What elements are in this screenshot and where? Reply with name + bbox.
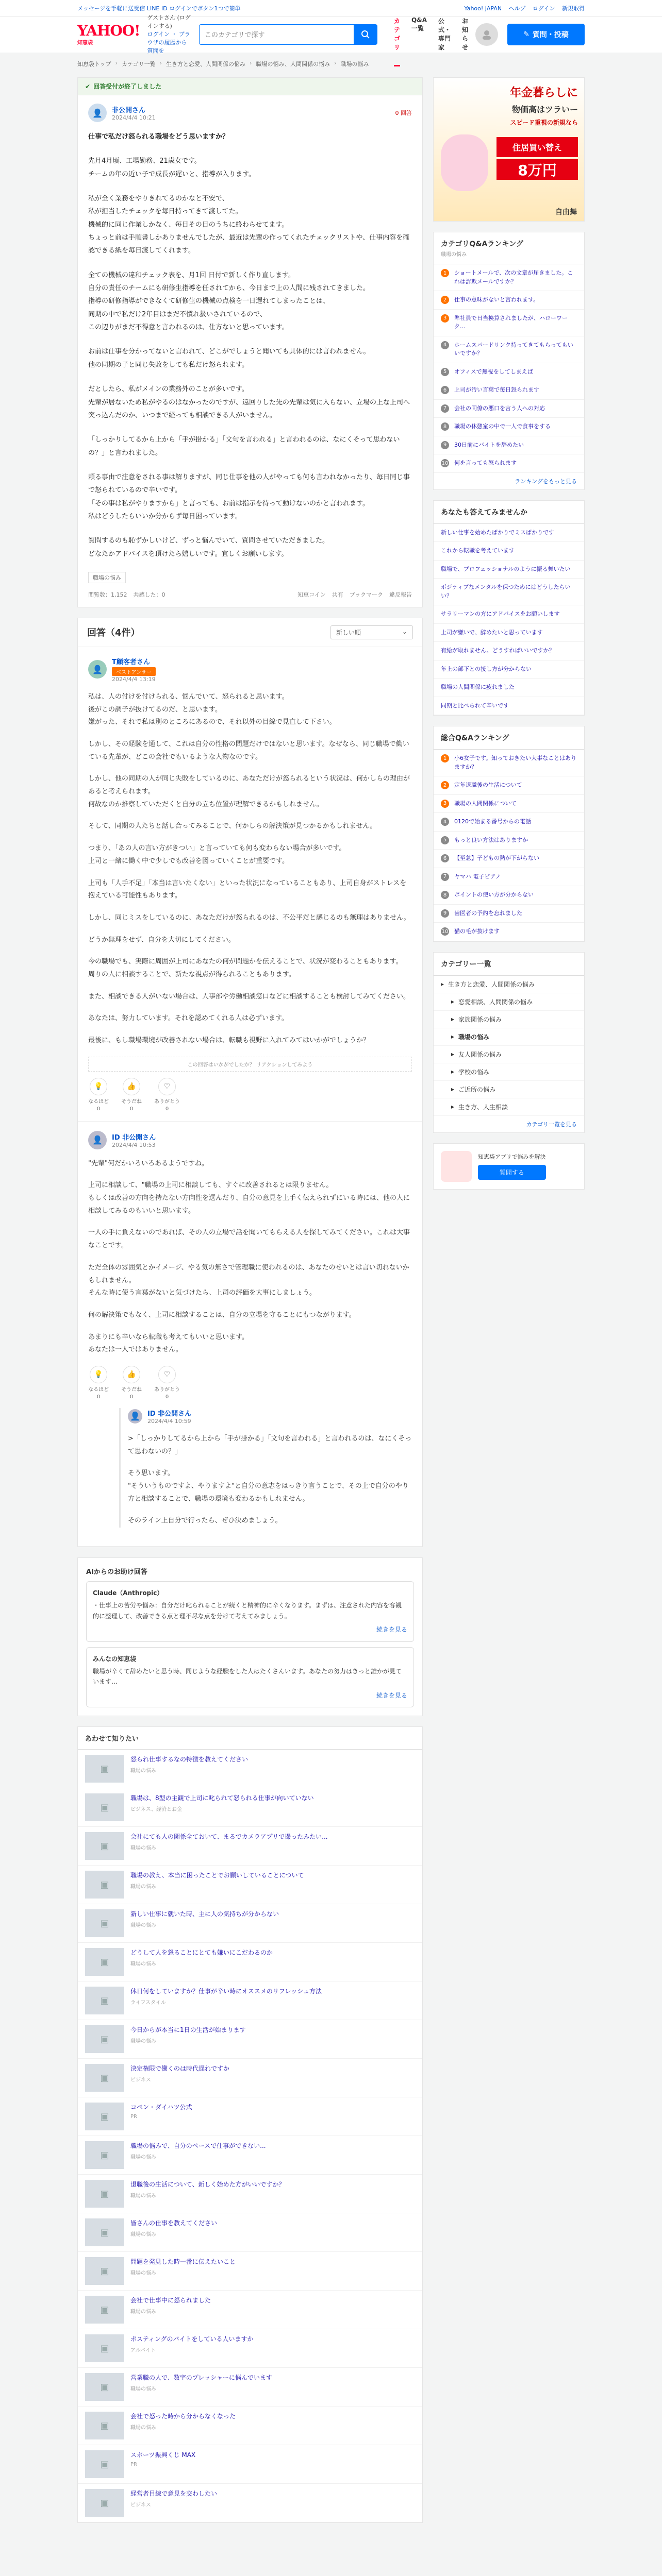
ranking-item-text[interactable]: 猫の毛が抜けます xyxy=(454,928,500,935)
ranking-item[interactable] xyxy=(434,291,584,310)
reaction-arigatou[interactable]: ♡ ありがとう 0 xyxy=(154,1078,180,1112)
rank-number: 2 xyxy=(441,296,449,304)
question-card xyxy=(77,77,423,607)
reaction-soudane[interactable]: 👍 そうだね 0 xyxy=(121,1366,142,1400)
rank-number: 7 xyxy=(441,404,449,413)
category-label[interactable]: 家族関係の悩み xyxy=(458,1015,502,1023)
category-item[interactable] xyxy=(434,1098,584,1116)
thumbnail-image: ▣ xyxy=(85,2064,124,2092)
ranking-item-text[interactable]: 仕事の意味がないと言われます。 xyxy=(454,296,539,303)
thumbnail-image: ▣ xyxy=(85,2373,124,2401)
see-also-item[interactable] xyxy=(78,2445,422,2484)
see-also-item[interactable] xyxy=(78,2406,422,2445)
ranking-item-text[interactable]: 【至急】子どもの熱が下がらない xyxy=(454,855,539,861)
see-also-title-text[interactable]: 今日からが本当に1日の生活が始まります xyxy=(130,2026,246,2034)
lightbulb-icon: 💡 xyxy=(90,1366,107,1383)
rank-number: 2 xyxy=(441,781,449,789)
see-also-meta: 職場の悩み xyxy=(130,2155,156,2161)
see-also-title-text[interactable]: コペン・ダイハツ公式 xyxy=(130,2104,192,2111)
category-item[interactable] xyxy=(434,976,584,993)
folder-icon: ▸ xyxy=(451,1103,455,1110)
rank-number: 1 xyxy=(441,754,449,762)
see-also-item[interactable] xyxy=(78,2097,422,2136)
question-tag[interactable]: 職場の悩み xyxy=(88,572,126,583)
ranking-item-text[interactable]: 会社の同僚の悪口を言う人への対応 xyxy=(454,404,545,412)
likes-count: 共感した：0 xyxy=(133,591,166,598)
heart-icon: ♡ xyxy=(158,1366,176,1383)
folder-icon: ▸ xyxy=(451,998,455,1005)
folder-icon: ▸ xyxy=(451,1068,455,1075)
see-also-item[interactable] xyxy=(78,1827,422,1866)
search-box xyxy=(199,24,377,45)
ranking-item[interactable] xyxy=(434,795,584,814)
breadcrumb: 知恵袋トップ › カテゴリ一覧 › 生き方と恋愛、人間関係の悩み › 職場の悩み、人間関係の悩み › 職場の悩み xyxy=(77,60,369,67)
ranking-item[interactable] xyxy=(434,832,584,850)
see-also-item[interactable] xyxy=(78,1866,422,1904)
see-also-title-text[interactable]: どうして人を怒ることにとても嫌いにこだわるのか xyxy=(130,1949,273,1957)
answers-title: 回答（4件） xyxy=(87,628,140,639)
yahoo-logo[interactable]: YAHOO! 知恵袋 xyxy=(77,22,140,46)
see-also-meta: 職場の悩み xyxy=(130,2309,156,2315)
app-ask-button[interactable]: 質問する xyxy=(478,1165,546,1180)
reply-date: 2024/4/4 10:59 xyxy=(147,1417,191,1425)
ranking-item-text[interactable]: ヤマハ 電子ピアノ xyxy=(454,873,501,880)
category-item[interactable] xyxy=(434,1028,584,1046)
avatar[interactable]: 👤 xyxy=(88,1131,107,1149)
ad-banner[interactable]: 年金暮らしに 物価高はツラいー スピード重視の新規なら 住居買い替え 8万円 自由舞 xyxy=(433,77,585,222)
see-also-title-text[interactable]: 職場の悩みで、自分のペースで仕事ができない... xyxy=(130,2142,266,2150)
ranking-item-text[interactable]: 準社員で日当換算されましたが、ハローワーク... xyxy=(454,314,568,330)
see-also-title-text[interactable]: 休日何をしていますか？仕事が辛い時にオススメのリフレッシュ方法 xyxy=(130,1988,322,1995)
category-label[interactable]: 恋愛相談、人間関係の悩み xyxy=(458,998,533,1006)
rank-number: 5 xyxy=(441,368,449,376)
category-label[interactable]: 友人関係の悩み xyxy=(458,1050,502,1058)
open-question-item[interactable] xyxy=(434,542,584,561)
ranking-item[interactable] xyxy=(434,850,584,868)
rank-number: 10 xyxy=(441,927,449,936)
top-link-yahoo[interactable]: Yahoo! JAPAN xyxy=(464,5,502,12)
ranking-item[interactable] xyxy=(434,776,584,795)
ai-answer-box xyxy=(77,1557,423,1716)
category-item[interactable] xyxy=(434,1011,584,1028)
answer-date: 2024/4/4 10:53 xyxy=(112,1141,156,1148)
main-nav xyxy=(394,3,468,66)
see-also-item[interactable] xyxy=(78,1981,422,2020)
app-promo: 知恵袋アプリで悩みを解決 質問する xyxy=(433,1143,585,1190)
see-also-item[interactable] xyxy=(78,2252,422,2291)
header-welcome: ゲストさん (ログインする) ログイン ・ ブラウザの履歴から質問を xyxy=(147,14,192,55)
see-also-title-text[interactable]: 経営者目線で意見を交わしたい xyxy=(130,2490,218,2498)
ai-sub-more-link[interactable]: 続きを見る xyxy=(376,1691,407,1699)
ranking-item-text[interactable]: 歯医者の予約を忘れました xyxy=(454,909,522,917)
coin-button[interactable]: 知恵コイン xyxy=(297,591,326,598)
nav-official[interactable]: 公式・専門家 xyxy=(438,17,451,51)
see-also-meta: 職場の悩み xyxy=(130,2386,156,2393)
ranking-item-text[interactable]: ホームスパードリンク持ってきてもらってもいいですか？ xyxy=(454,341,573,357)
thumbnail-image: ▣ xyxy=(85,1948,124,1976)
see-also-item[interactable] xyxy=(78,2059,422,2097)
thumbnail-image: ▣ xyxy=(85,2412,124,2439)
search-icon xyxy=(361,30,370,39)
rank-number: 9 xyxy=(441,909,449,918)
views-count: 閲覧数：1,152 xyxy=(88,591,127,598)
see-also-meta: 職場の悩み xyxy=(130,1923,156,1929)
see-also-title-text[interactable]: 営業職の人で、数字のプレッシャーに悩んでいます xyxy=(130,2374,272,2382)
thumbnail-image: ▣ xyxy=(85,2141,124,2169)
question-date: 2024/4/4 10:21 xyxy=(112,114,156,121)
rank-number: 6 xyxy=(441,386,449,394)
top-notice[interactable]: メッセージを手軽に送受信 LINE ID ログインでボタン1つで簡単 xyxy=(77,5,241,12)
see-also-item[interactable] xyxy=(78,1943,422,1981)
see-also-item[interactable] xyxy=(78,1750,422,1788)
open-question-item[interactable] xyxy=(434,660,584,679)
avatar[interactable]: 👤 xyxy=(88,660,107,679)
category-label[interactable]: 学校の悩み xyxy=(458,1068,490,1076)
rank-number: 7 xyxy=(441,873,449,881)
ai-sub-title: みんなの知恵袋 xyxy=(93,1655,137,1663)
nav-qa-list[interactable]: Q&A一覧 xyxy=(411,16,427,32)
see-also-title-text[interactable]: 皆さんの仕事を教えてください xyxy=(130,2219,218,2227)
category-list: カテゴリー一覧 ▸ 生き方と恋愛、人間関係の悩み ▸ 恋愛相談、人間関係の悩み ▸ 家族関係の悩み ▸ 職場の悩み ▸ 友人関係の悩み ▸ 学校の悩み ▸ ご近所の悩み ▸ 生き方、人生相談 カテゴリ一覧を見る xyxy=(433,952,585,1133)
thumbs-up-icon: 👍 xyxy=(123,1078,140,1095)
see-also-title-text[interactable]: スポーツ振興くじ MAX xyxy=(130,2451,196,2459)
ranking-item-text[interactable]: 職場の人間関係について xyxy=(454,800,517,807)
open-question-text[interactable]: 職場で、プロフェッショナルのように振る舞いたい xyxy=(441,565,571,572)
rank-number: 3 xyxy=(441,314,449,323)
reaction-prompt: この回答はいかがでしたか？ リアクションしてみよう xyxy=(88,1057,412,1072)
ai-answer-text: ・仕事上の苦労や悩み：自分だけ叱られることが続くと精神的に辛くなります。まずは、注意された内容を客観的に整理して、改善できる点と理不尽な点を分けて考えてみましょう。 xyxy=(93,1602,402,1620)
question-body: 仕事で私だけ怒られる職場をどう思いますか？ 先月4月頃、工場勤務、21歳女です。 チームの年の近い子で成長が遅いと、指導が入ります。 私が全く業務をやりきれてるのかなと不安で、 私が担当したチェックを毎日持ってきて渡してた。 機械的に同じ作業しかなく、毎日その日のうちに終わらせてます。 ちょっと前は手順書しかありませんでしたが、最近は先輩の作ってくれたチェックリストや、仕事内容を確認できる紙を毎日渡してくれます。 全ての機械の違和チェック表を、月1回 日付で新しく作り直します。 自分の責任のチームにも研修生指導を任されてから、今日まで上の人間に残されてきました。 指導の研修指導ができなくて研修生の機械の点検を一日遅れてしまったことは、 同期の中で私だけ2年目はまだ不慣れ扱いされているので、 この辺りがまだ不得意と言われるのは、仕方ないと思っています。 お前は仕事を分かってないと言われて、どこがでしょうと聞いても具体的には言われません。 他の同期の子と同じ失敗をしても私だけ怒られます。 だとしたら、私がメインの業務外のことが多いです。 先輩が居ないため私がやるのはなかったのですが、遠回りした先の先輩は気に入らない、立場の上な上司へ突っ込んだのか、いつまで経っても相談できる人がいません。 「しっかりしてるから上から「手が掛かる」「文句を言われる」と言われるのは、なにくそって思わないの？」と言われました。 頼る事由で注意をされる事は解りますが、同じ仕事を他の人がやっても何も言われなかったり、毎日同じ事で怒られているので辛いです。 「その事は私がやりますから」と言っても、お前は指示を待って動けないのかと言われます。 私はどうしたらいいか分からず毎日困っています。 質問するのも恥ずかしいけど、ずっと悩んでいて、質問させていただきました。 どなたかアドバイスを頂けたら嬉しいです。宜しくお願いします。 xyxy=(88,133,410,558)
thumbs-up-icon: 👍 xyxy=(123,1366,140,1383)
see-also-item[interactable] xyxy=(78,2329,422,2368)
see-also-item[interactable] xyxy=(78,1788,422,1827)
reaction-arigatou[interactable]: ♡ ありがとう 0 xyxy=(154,1366,180,1400)
ranking-item-text[interactable]: ショートメールで、次の文章が届きました。これは詐欺メールですか？ xyxy=(454,269,573,285)
see-also-title-text[interactable]: 職場の教え、本当に困ったことでお願いしていることについて xyxy=(130,1872,304,1879)
thumbnail-image: ▣ xyxy=(85,2180,124,2208)
search-button[interactable] xyxy=(354,24,377,45)
ranking-item-text[interactable]: 0120で始まる番号からの電話 xyxy=(454,818,531,825)
answers-card xyxy=(77,618,423,1547)
folder-icon: ▸ xyxy=(451,1050,455,1058)
thumbnail-image: ▣ xyxy=(85,2257,124,2285)
question-user[interactable]: 非公開さん xyxy=(112,107,146,114)
thumbnail-image: ▣ xyxy=(85,2450,124,2478)
rank-number: 4 xyxy=(441,818,449,826)
breadcrumb-item[interactable]: 生き方と恋愛、人間関係の悩み xyxy=(166,61,246,67)
category-label[interactable]: 職場の悩み xyxy=(458,1033,490,1041)
open-question-text[interactable]: 有給が取れません。どうすればいいですか？ xyxy=(441,647,555,654)
share-button[interactable]: 共有 xyxy=(332,591,343,598)
answer-item: 👤 T顧客者さん ベストアンサー 2024/4/4 13:19 私は、人の付けを付けられる、悩んでいて、怒られると思います。 後がこの調子が抜けてるのだ、と思います。 嫌がった、それで私は別のところにあるので、それ以外の目線で見直して下さい。 しかし、その経験を通して、これは自分の性格の問題だけではないと思います。なぜなら、同じ職場で働いている先輩が、どこの会社でもいるような人物なのです。 しかし、他の同期の人が同じ失敗をしているのに、あなただけが怒られるという状況は、何かしらの理由があると考えられます。 何故なのか推察していただくと自分の立ち位置が理解できるかもしれません。 そして、同期の人たちと話し合ってみることで、何かしらの解決策が見つかるかもしれません。 つまり、「あの人の言い方がきつい」と言っていても何も変わらない場合が多いです。 上司と一緒に働く中で少しでも改善を図っていくことが重要です。 上司も「人手不足」「本当は言いたくない」といった状況になっていることもあり、上司自身がストレスを抱えている可能性もあります。 しかし、同じミスをしているのに、あなただけが怒られるのは、不公平だと感じるのも無理はありません。 どうか無理をせず、自分を大切にしてください。 今の職場でも、実際に周囲が上司にあなたの何が問題かを伝えることで、状況が変わることもあります。 周りの人に相談することで、新たな視点が得られることもあります。 また、相談できる人がいない場合は、人事部や労働相談窓口などに相談することも検討してみてください。 あなたは、努力しています。それを認めてくれる人は必ずいます。 最後に、もし職場環境が改善されない場合は、転職も視野に入れてみてはいかがでしょうか？ この回答はいかがでしたか？ リアクションしてみよう 💡 なるほど 0 👍 そうだね 0 ♡ ありがとう 0 xyxy=(78,647,422,1122)
resolved-banner: ✔ 回答受付が終了しました xyxy=(78,78,422,95)
open-question-text[interactable]: サラリーマンの方にアドバイスをお願いします xyxy=(441,611,560,617)
app-icon xyxy=(441,1151,472,1182)
ranking-item-text[interactable]: もっと良い方法はありますか xyxy=(454,836,528,843)
category-more-link[interactable]: カテゴリ一覧を見る xyxy=(526,1121,577,1128)
see-also-meta: 職場の悩み xyxy=(130,1884,156,1890)
see-also-item[interactable] xyxy=(78,2020,422,2059)
see-also-meta: 職場の悩み xyxy=(130,1961,156,1968)
open-question-item[interactable] xyxy=(434,561,584,579)
ai-sub-text: 職場が辛くて辞めたいと思う時、同じような経験をした人はたくさんいます。あなたの努力はきっと誰かが見ています… xyxy=(93,1668,402,1686)
ranking-item[interactable] xyxy=(434,363,584,382)
user-avatar[interactable] xyxy=(475,23,498,46)
top-bar xyxy=(0,0,662,16)
ai-answer-title: AIからのお助け回答 xyxy=(86,1568,147,1577)
category-item[interactable] xyxy=(434,1063,584,1081)
open-question-item[interactable] xyxy=(434,642,584,660)
open-question-item[interactable] xyxy=(434,624,584,642)
rank-number: 9 xyxy=(441,441,449,449)
avatar[interactable]: 👤 xyxy=(88,104,107,122)
open-question-text[interactable]: ポジティブなメンタルを保つためにはどうしたらいい？ xyxy=(441,584,571,599)
sidebar xyxy=(433,77,585,1200)
breadcrumb-item[interactable]: 職場の悩み xyxy=(340,61,369,67)
thumbnail-image: ▣ xyxy=(85,2296,124,2324)
rank-number: 10 xyxy=(441,459,449,467)
see-also-item[interactable] xyxy=(78,2291,422,2329)
ranking-item-text[interactable]: 30日前にバイトを辞めたい xyxy=(454,441,524,448)
see-also-item[interactable] xyxy=(78,2175,422,2213)
reply-user[interactable]: ID 非公開さん xyxy=(147,1410,192,1418)
open-question-item[interactable] xyxy=(434,697,584,716)
ranking-item[interactable] xyxy=(434,400,584,418)
ranking-item-text[interactable]: 何を言っても怒られます xyxy=(454,460,517,466)
rank-number: 1 xyxy=(441,269,449,277)
folder-icon: ▸ xyxy=(451,1033,455,1040)
ranking-item[interactable] xyxy=(434,418,584,436)
see-also-meta: アルバイト xyxy=(130,2348,156,2354)
ranking-more-link[interactable]: ランキングをもっと見る xyxy=(515,478,577,485)
rank-number: 4 xyxy=(441,341,449,349)
site-header xyxy=(0,16,662,53)
report-button[interactable]: 違反報告 xyxy=(389,591,412,598)
see-also-title-text[interactable]: 決定権限で働くのは時代遅れですか xyxy=(130,2065,230,2073)
see-also-item[interactable] xyxy=(78,2213,422,2252)
ranking-item[interactable] xyxy=(434,310,584,336)
mascot-image xyxy=(441,134,488,191)
ranking-item[interactable] xyxy=(434,381,584,400)
see-also-meta: 職場の悩み xyxy=(130,1845,156,1852)
see-also-meta: ビジネス xyxy=(130,2502,151,2509)
category-label[interactable]: ご近所の悩み xyxy=(458,1086,496,1093)
ranking-item-text[interactable]: ポイントの使い方が分からない xyxy=(454,891,534,898)
see-also-title-text[interactable]: 新しい仕事に就いた時、主に人の気持ちが分からない xyxy=(130,1910,279,1918)
ranking-item[interactable] xyxy=(434,813,584,832)
ai-bot-name: Claude（Anthropic） xyxy=(93,1589,163,1597)
answer-count-badge: 0 回答 xyxy=(395,110,412,116)
top-link-login[interactable]: ログイン xyxy=(533,5,555,12)
lightbulb-icon: 💡 xyxy=(90,1078,107,1095)
ranking-item[interactable] xyxy=(434,905,584,923)
category-ranking: カテゴリQ&Aランキング 職場の悩み 1 ショートメールで、次の文章が届きました。これは詐欺メールですか？ 2 仕事の意味がないと言われます。 3 準社員で日当換算されましたが、ハローワーク... 4 ホームスパードリンク持ってきてもらってもいいですか？ 5 オフィスで無視をしてしまえば 6 上司が汚い言葉で毎日怒られます 7 会社の同僚の悪口を言う人への対応 8 職場の休憩室の中で一人で食事をする 9 30日前にバイトを辞めたい 10 何を言っても怒られます ランキングをもっと見る xyxy=(433,232,585,490)
thumbnail-image: ▣ xyxy=(85,1909,124,1937)
avatar[interactable]: 👤 xyxy=(128,1409,142,1423)
ranking-item[interactable] xyxy=(434,436,584,455)
see-also-item[interactable] xyxy=(78,2484,422,2522)
see-also-meta: 職場の悩み xyxy=(130,2039,156,2045)
answer-user[interactable]: ID 非公開さん xyxy=(112,1133,156,1142)
nav-news[interactable]: お知らせ xyxy=(461,17,468,51)
sort-select[interactable]: 新しい順 ⌄ xyxy=(330,625,413,639)
see-also-meta: PR xyxy=(130,2114,137,2120)
ranking-item-text[interactable]: 職場の休憩室の中で一人で食事をする xyxy=(454,423,551,430)
open-question-item[interactable] xyxy=(434,524,584,543)
thumbnail-image: ▣ xyxy=(85,1832,124,1860)
rank-number: 3 xyxy=(441,800,449,808)
breadcrumb-item[interactable]: カテゴリ一覧 xyxy=(122,61,156,67)
see-also-title-text[interactable]: 問題を発見した時一番に伝えたいこと xyxy=(130,2258,236,2266)
ranking-item[interactable] xyxy=(434,264,584,291)
category-label[interactable]: 生き方と恋愛、人間関係の悩み xyxy=(448,980,535,988)
category-item[interactable] xyxy=(434,1081,584,1098)
see-also-meta: 職場の悩み xyxy=(130,2193,156,2199)
thumbnail-image: ▣ xyxy=(85,2334,124,2362)
answer-these: あなたも答えてみませんか 新しい仕事を始めたばかりでミスばかりです これから転職を考えています 職場で、プロフェッショナルのように振る舞いたい ポジティブなメンタルを保つためにはどうしたらいい？ サラリーマンの方にアドバイスをお願いします 上司が嫌いで、辞めたいと思っています 有給が取れません。どうすればいいですか？ 年上の部下との接し方が分からない 職場の人間関係に疲れました 同期と比べられて辛いです xyxy=(433,500,585,716)
pencil-icon: ✎ xyxy=(523,30,529,39)
see-also-title-text[interactable]: 退職後の生活について、新しく始めた方がいいですか？ xyxy=(130,2181,285,2189)
see-also-title-text[interactable]: 怒られ仕事するなの特徴を教えてください xyxy=(130,1756,249,1764)
rank-number: 8 xyxy=(441,891,449,899)
reaction-soudane[interactable]: 👍 そうだね 0 xyxy=(121,1078,142,1112)
ranking-item[interactable] xyxy=(434,454,584,473)
thumbnail-image: ▣ xyxy=(85,1755,124,1783)
ai-more-link[interactable]: 続きを見る xyxy=(376,1626,407,1634)
open-question-text[interactable]: これから転職を考えています xyxy=(441,547,515,554)
header-login-link[interactable]: ログイン ・ ブラウザの履歴から質問を xyxy=(147,31,190,54)
user-icon xyxy=(481,29,492,40)
see-also-title-text[interactable]: ポスティングのバイトをしている人いますか xyxy=(130,2335,254,2343)
heart-icon: ♡ xyxy=(158,1078,176,1095)
ranking-item-text[interactable]: 上司が汚い言葉で毎日怒られます xyxy=(454,386,539,393)
nav-category[interactable]: カテゴリ xyxy=(394,3,400,66)
search-input[interactable] xyxy=(199,24,354,45)
see-also-title-text[interactable]: 会社にても人の関係全ておいて、まるでカメラアプリで撮ったみたい... xyxy=(130,1833,328,1841)
category-item[interactable] xyxy=(434,1046,584,1063)
ranking-item[interactable] xyxy=(434,923,584,941)
see-also-title: あわせて知りたい xyxy=(78,1727,422,1750)
open-question-item[interactable] xyxy=(434,679,584,697)
category-label[interactable]: 生き方、人生相談 xyxy=(458,1103,508,1111)
thumbnail-image: ▣ xyxy=(85,1793,124,1821)
rank-number: 5 xyxy=(441,836,449,844)
see-also-meta: 職場の悩み xyxy=(130,1768,156,1774)
top-link-help[interactable]: ヘルプ xyxy=(508,5,526,12)
answer-date: 2024/4/4 13:19 xyxy=(112,675,156,683)
reaction-naruhodo[interactable]: 💡 なるほど 0 xyxy=(88,1366,109,1400)
see-also-meta: 職場の悩み xyxy=(130,2270,156,2277)
rank-number: 8 xyxy=(441,422,449,431)
ranking-item-text[interactable]: 小6女子です。知っておきたい大事なことはありますか？ xyxy=(454,755,577,770)
see-also-item[interactable] xyxy=(78,2136,422,2175)
see-also-title-text[interactable]: 会社で怒った時から分からなくなった xyxy=(130,2413,236,2420)
best-answer-badge: ベストアンサー xyxy=(112,667,156,676)
thumbnail-image: ▣ xyxy=(85,2103,124,2130)
open-question-text[interactable]: 新しい仕事を始めたばかりでミスばかりです xyxy=(441,529,554,536)
see-also-item[interactable] xyxy=(78,2368,422,2406)
breadcrumb-item[interactable]: 知恵袋トップ xyxy=(77,61,111,67)
overall-ranking: 総合Q&Aランキング 1 小6女子です。知っておきたい大事なことはありますか？ 2 定年退職後の生活について 3 職場の人間関係について 4 0120で始まる番号からの電話 5 もっと良い方法はありますか 6 【至急】子どもの熱が下がらない 7 ヤマハ 電子ピアノ 8 ポイントの使い方が分からない 9 歯医者の予約を忘れました 10 猫の毛が抜けます xyxy=(433,726,585,942)
open-question-text[interactable]: 職場の人間関係に疲れました xyxy=(441,684,515,690)
ranking-item[interactable] xyxy=(434,868,584,887)
open-question-item[interactable] xyxy=(434,579,584,605)
see-also-meta: ライフスタイル xyxy=(130,2000,166,2006)
folder-icon: ▸ xyxy=(451,1015,455,1023)
bookmark-button[interactable]: ブックマーク xyxy=(349,591,383,598)
see-also-item[interactable] xyxy=(78,1904,422,1943)
see-also-meta: PR xyxy=(130,2462,137,2468)
answer-user[interactable]: T顧客者さん xyxy=(112,658,150,666)
chevron-down-icon: ⌄ xyxy=(402,628,407,635)
open-question-text[interactable]: 同期と比べられて辛いです xyxy=(441,702,509,709)
see-also-title-text[interactable]: 会社で仕事中に怒られました xyxy=(130,2297,211,2304)
see-also-title-text[interactable]: 職場は、8型の主観で上司に叱られて怒られる仕事が向いていない xyxy=(130,1794,314,1802)
see-also-meta: ビジネス、経済とお金 xyxy=(130,1807,182,1813)
reaction-naruhodo[interactable]: 💡 なるほど 0 xyxy=(88,1078,109,1112)
main-column xyxy=(77,77,423,2523)
ask-question-button[interactable]: ✎ 質問・投稿 xyxy=(507,24,585,45)
thumbnail-image: ▣ xyxy=(85,2025,124,2053)
rank-number: 6 xyxy=(441,854,449,862)
folder-icon: ▸ xyxy=(451,1086,455,1093)
open-question-item[interactable] xyxy=(434,605,584,624)
see-also-meta: 職場の悩み xyxy=(130,2232,156,2238)
check-icon: ✔ xyxy=(85,82,91,90)
thumbnail-image: ▣ xyxy=(85,2489,124,2517)
thumbnail-image: ▣ xyxy=(85,1987,124,2014)
thumbnail-image: ▣ xyxy=(85,2218,124,2246)
see-also-meta: 職場の悩み xyxy=(130,2425,156,2431)
open-question-text[interactable]: 年上の部下との接し方が分からない xyxy=(441,665,532,672)
folder-icon: ▸ xyxy=(441,980,444,988)
open-question-text[interactable]: 上司が嫌いで、辞めたいと思っています xyxy=(441,629,543,636)
ranking-item[interactable] xyxy=(434,886,584,905)
reply-thread: 👤 ID 非公開さん 2024/4/4 10:59 >「しっかりしてるから上から「手が掛かる」「文句を言われる」と言われるのは、なにくそって思わないの？」 そう思います。 "そういうものですよ、やりますよ"と自分の意志をはっきり言うことで、その上で自分のやり方と相談することで、職場の環境も変わるかもしれません。 そのライン上自分で行ったら、ぜひ決めましょう。 xyxy=(119,1408,412,1528)
breadcrumb-item[interactable]: 職場の悩み、人間関係の悩み xyxy=(256,61,330,67)
see-also-meta: ビジネス xyxy=(130,2077,151,2083)
ranking-item-text[interactable]: オフィスで無視をしてしまえば xyxy=(454,368,533,375)
ranking-item-text[interactable]: 定年退職後の生活について xyxy=(454,782,522,788)
top-link-register[interactable]: 新規取得 xyxy=(562,5,585,12)
ranking-item[interactable] xyxy=(434,750,584,776)
category-item[interactable] xyxy=(434,993,584,1011)
see-also-list xyxy=(77,1726,423,2523)
thumbnail-image: ▣ xyxy=(85,1871,124,1899)
ranking-item[interactable] xyxy=(434,336,584,363)
answer-item: 👤 ID 非公開さん 2024/4/4 10:53 "先輩"何だかいろいろあるようですね。 上司に相談して、"職場の上司に相談しても、すぐに改善されるとは限りません。 もしくは改善の方向を持たない方向性を選んだり、自分の意見を上手く伝えられずにいる時には、他の人に相談してみるのもいいと思います。 一人の手に負えないのであれば、その人の立場で話を聞いてもらえる人を探してみてください。これは大事なことです。 ただ全体の雰囲気とかイメージ、やる気の無さで管理職に使われるのは、あなたのせいとは言い切れないかもしれません。 そんな時に使う言葉がないと気づけたら、上司の評価を大事にしましょう。 何の解決策でもなく、上司に相談することは、自分の立場を守ることにもつながります。 あまりにも辛いなら転職も考えてもいいと思います。 あなたは一人ではありません。 💡 なるほど 0 👍 そうだね 0 ♡ ありがとう 0 👤 ID 非公開さん 2024/4/4 10:59 >「しっかりしてるから上から「手が掛かる」「文句を言われる」と言われるのは、なにくそって思わないの？」 そう思います。 "そういうものですよ、やりますよ"と自分の意志をはっきり言うことで、その上で自分のやり方と相談することで、職場の環境も変わるかもしれません。 そのライン上自分で行ったら、ぜひ決めましょう。 xyxy=(78,1122,422,1547)
